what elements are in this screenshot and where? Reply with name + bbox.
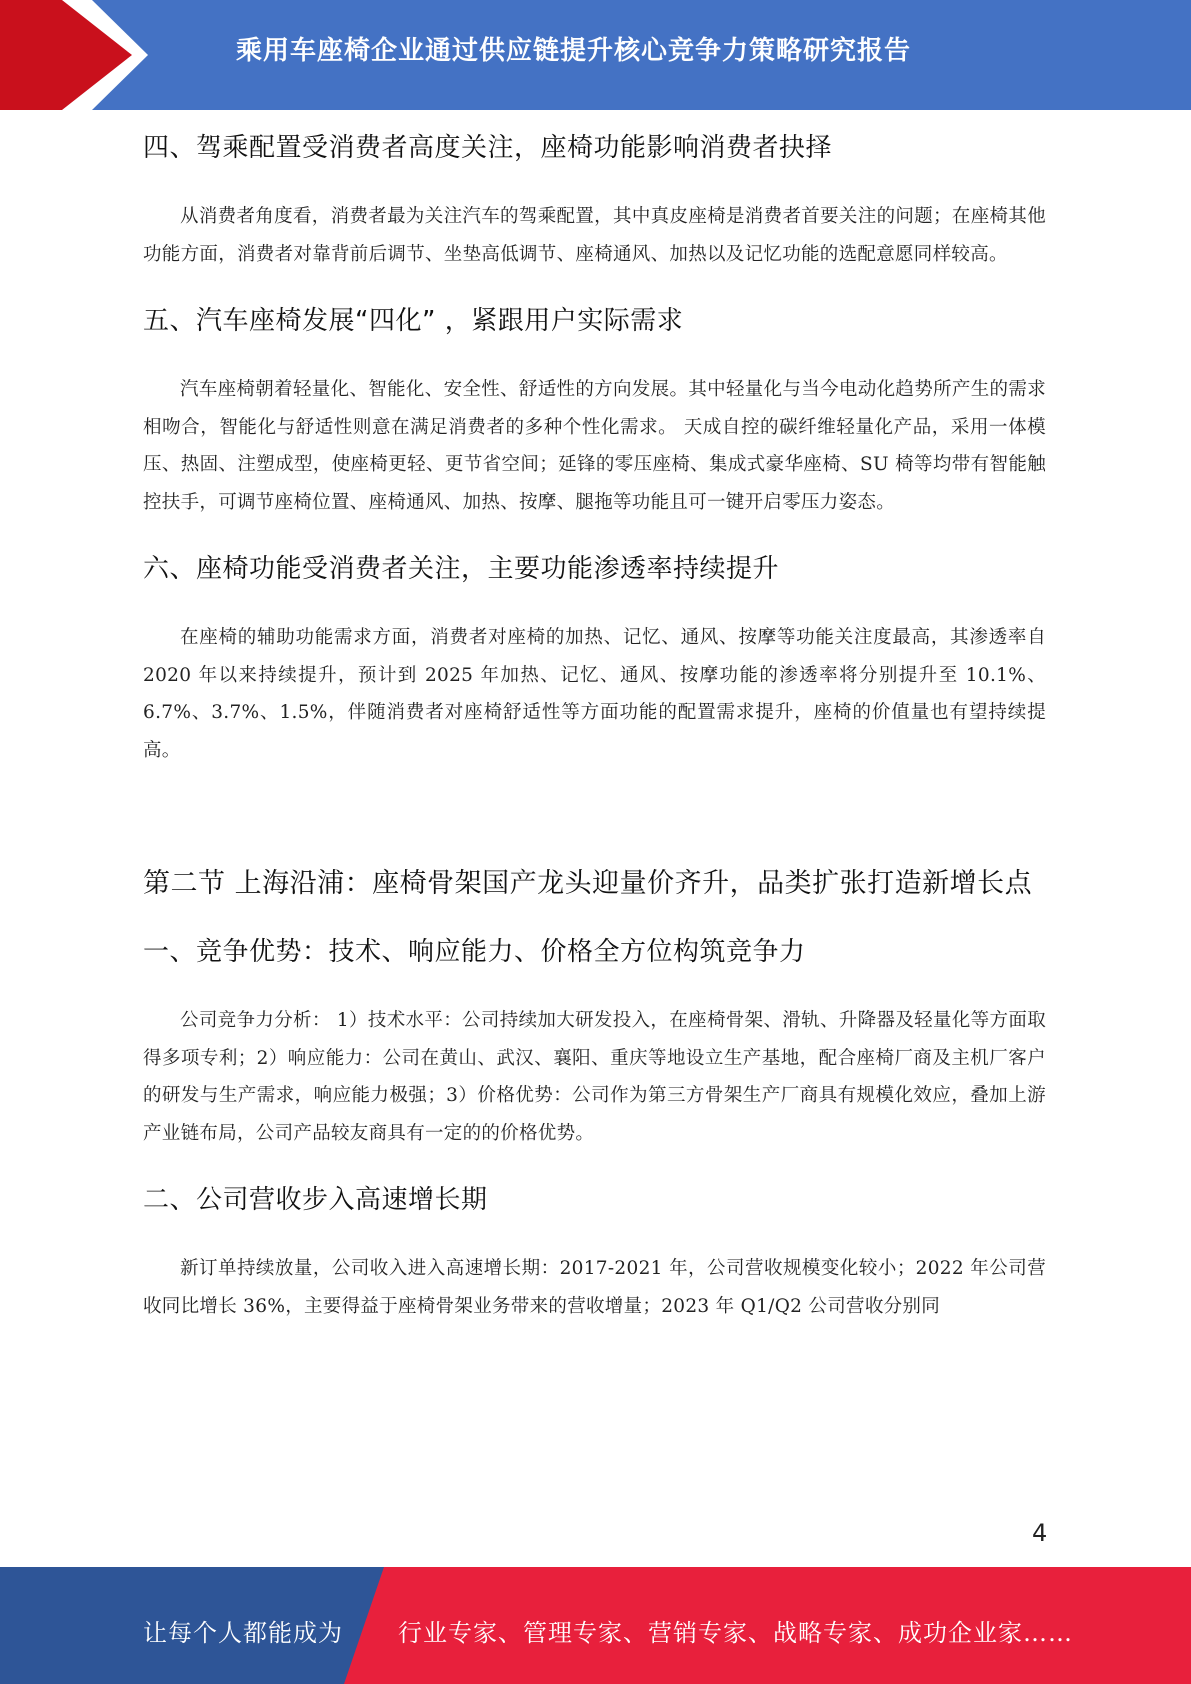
subsection-body-1: 公司竞争力分析： 1）技术水平：公司持续加大研发投入，在座椅骨架、滑轨、升降器及轻量化等方面取得多项专利；2）响应能力：公司在黄山、武汉、襄阳、重庆等地设立生产基地，配合座椅厂商及主机厂客户的研发与生产需求，响应能力极强；3）价格优势：公司作为第三方骨架生产厂商具有规模化效应，叠加上游产业链布局，公司产品较友商具有一定的的价格优势。 [143, 1010, 1046, 1144]
subsection-heading-2: 二、公司营收步入高速增长期 [143, 1185, 488, 1215]
page-content [143, 128, 1046, 1325]
section-heading-4: 四、驾乘配置受消费者高度关注，座椅功能影响消费者抉择 [143, 133, 833, 163]
section-body-6: 在座椅的辅助功能需求方面，消费者对座椅的加热、记忆、通风、按摩等功能关注度最高，其渗透率自 2020 年以来持续提升，预计到 2025 年加热、记忆、通风、按摩功能的渗透率将分别提升至 10.1%、6.7%、3.7%、1.5%，伴随消费者对座椅舒适性等方面功能的配置需求提升，座椅的价值量也有望持续提高。 [143, 627, 1046, 761]
section-body-5: 汽车座椅朝着轻量化、智能化、安全性、舒适性的方向发展。其中轻量化与当今电动化趋势所产生的需求相吻合，智能化与舒适性则意在满足消费者的多种个性化需求。 天成自控的碳纤维轻量化产品，采用一体模压、热固、注塑成型，使座椅更轻、更节省空间；延锋的零压座椅、集成式豪华座椅、SU 椅等均带有智能触控扶手，可调节座椅位置、座椅通风、加热、按摩、腿拖等功能且可一键开启零压力姿态。 [143, 379, 1046, 513]
page-header [0, 0, 1191, 110]
chapter-title: 第二节 上海沿浦：座椅骨架国产龙头迎量价齐升，品类扩张打造新增长点 [143, 868, 1033, 899]
footer-slogan-left: 让每个人都能成为 [143, 1619, 343, 1647]
section-body-4: 从消费者角度看，消费者最为关注汽车的驾乘配置，其中真皮座椅是消费者首要关注的问题；在座椅其他功能方面，消费者对靠背前后调节、坐垫高低调节、座椅通风、加热以及记忆功能的选配意愿同样较高。 [143, 206, 1046, 265]
section-heading-6: 六、座椅功能受消费者关注，主要功能渗透率持续提升 [143, 554, 780, 584]
subsection-body-2: 新订单持续放量，公司收入进入高速增长期：2017-2021 年，公司营收规模变化较小；2022 年公司营收同比增长 36%，主要得益于座椅骨架业务带来的营收增量；2023 年 Q1/Q2 公司营收分别同 [143, 1258, 1046, 1317]
subsection-heading-1: 一、竞争优势：技术、响应能力、价格全方位构筑竞争力 [143, 937, 806, 967]
section-heading-5: 五、汽车座椅发展“四化” ，紧跟用户实际需求 [143, 306, 684, 336]
page-number: 4 [1032, 1519, 1048, 1547]
footer-slogan-right: 行业专家、管理专家、营销专家、战略专家、成功企业家…… [398, 1619, 1073, 1647]
report-title: 乘用车座椅企业通过供应链提升核心竞争力策略研究报告 [236, 36, 912, 66]
page-footer [0, 1567, 1191, 1684]
header-arrow-decoration [0, 0, 160, 110]
